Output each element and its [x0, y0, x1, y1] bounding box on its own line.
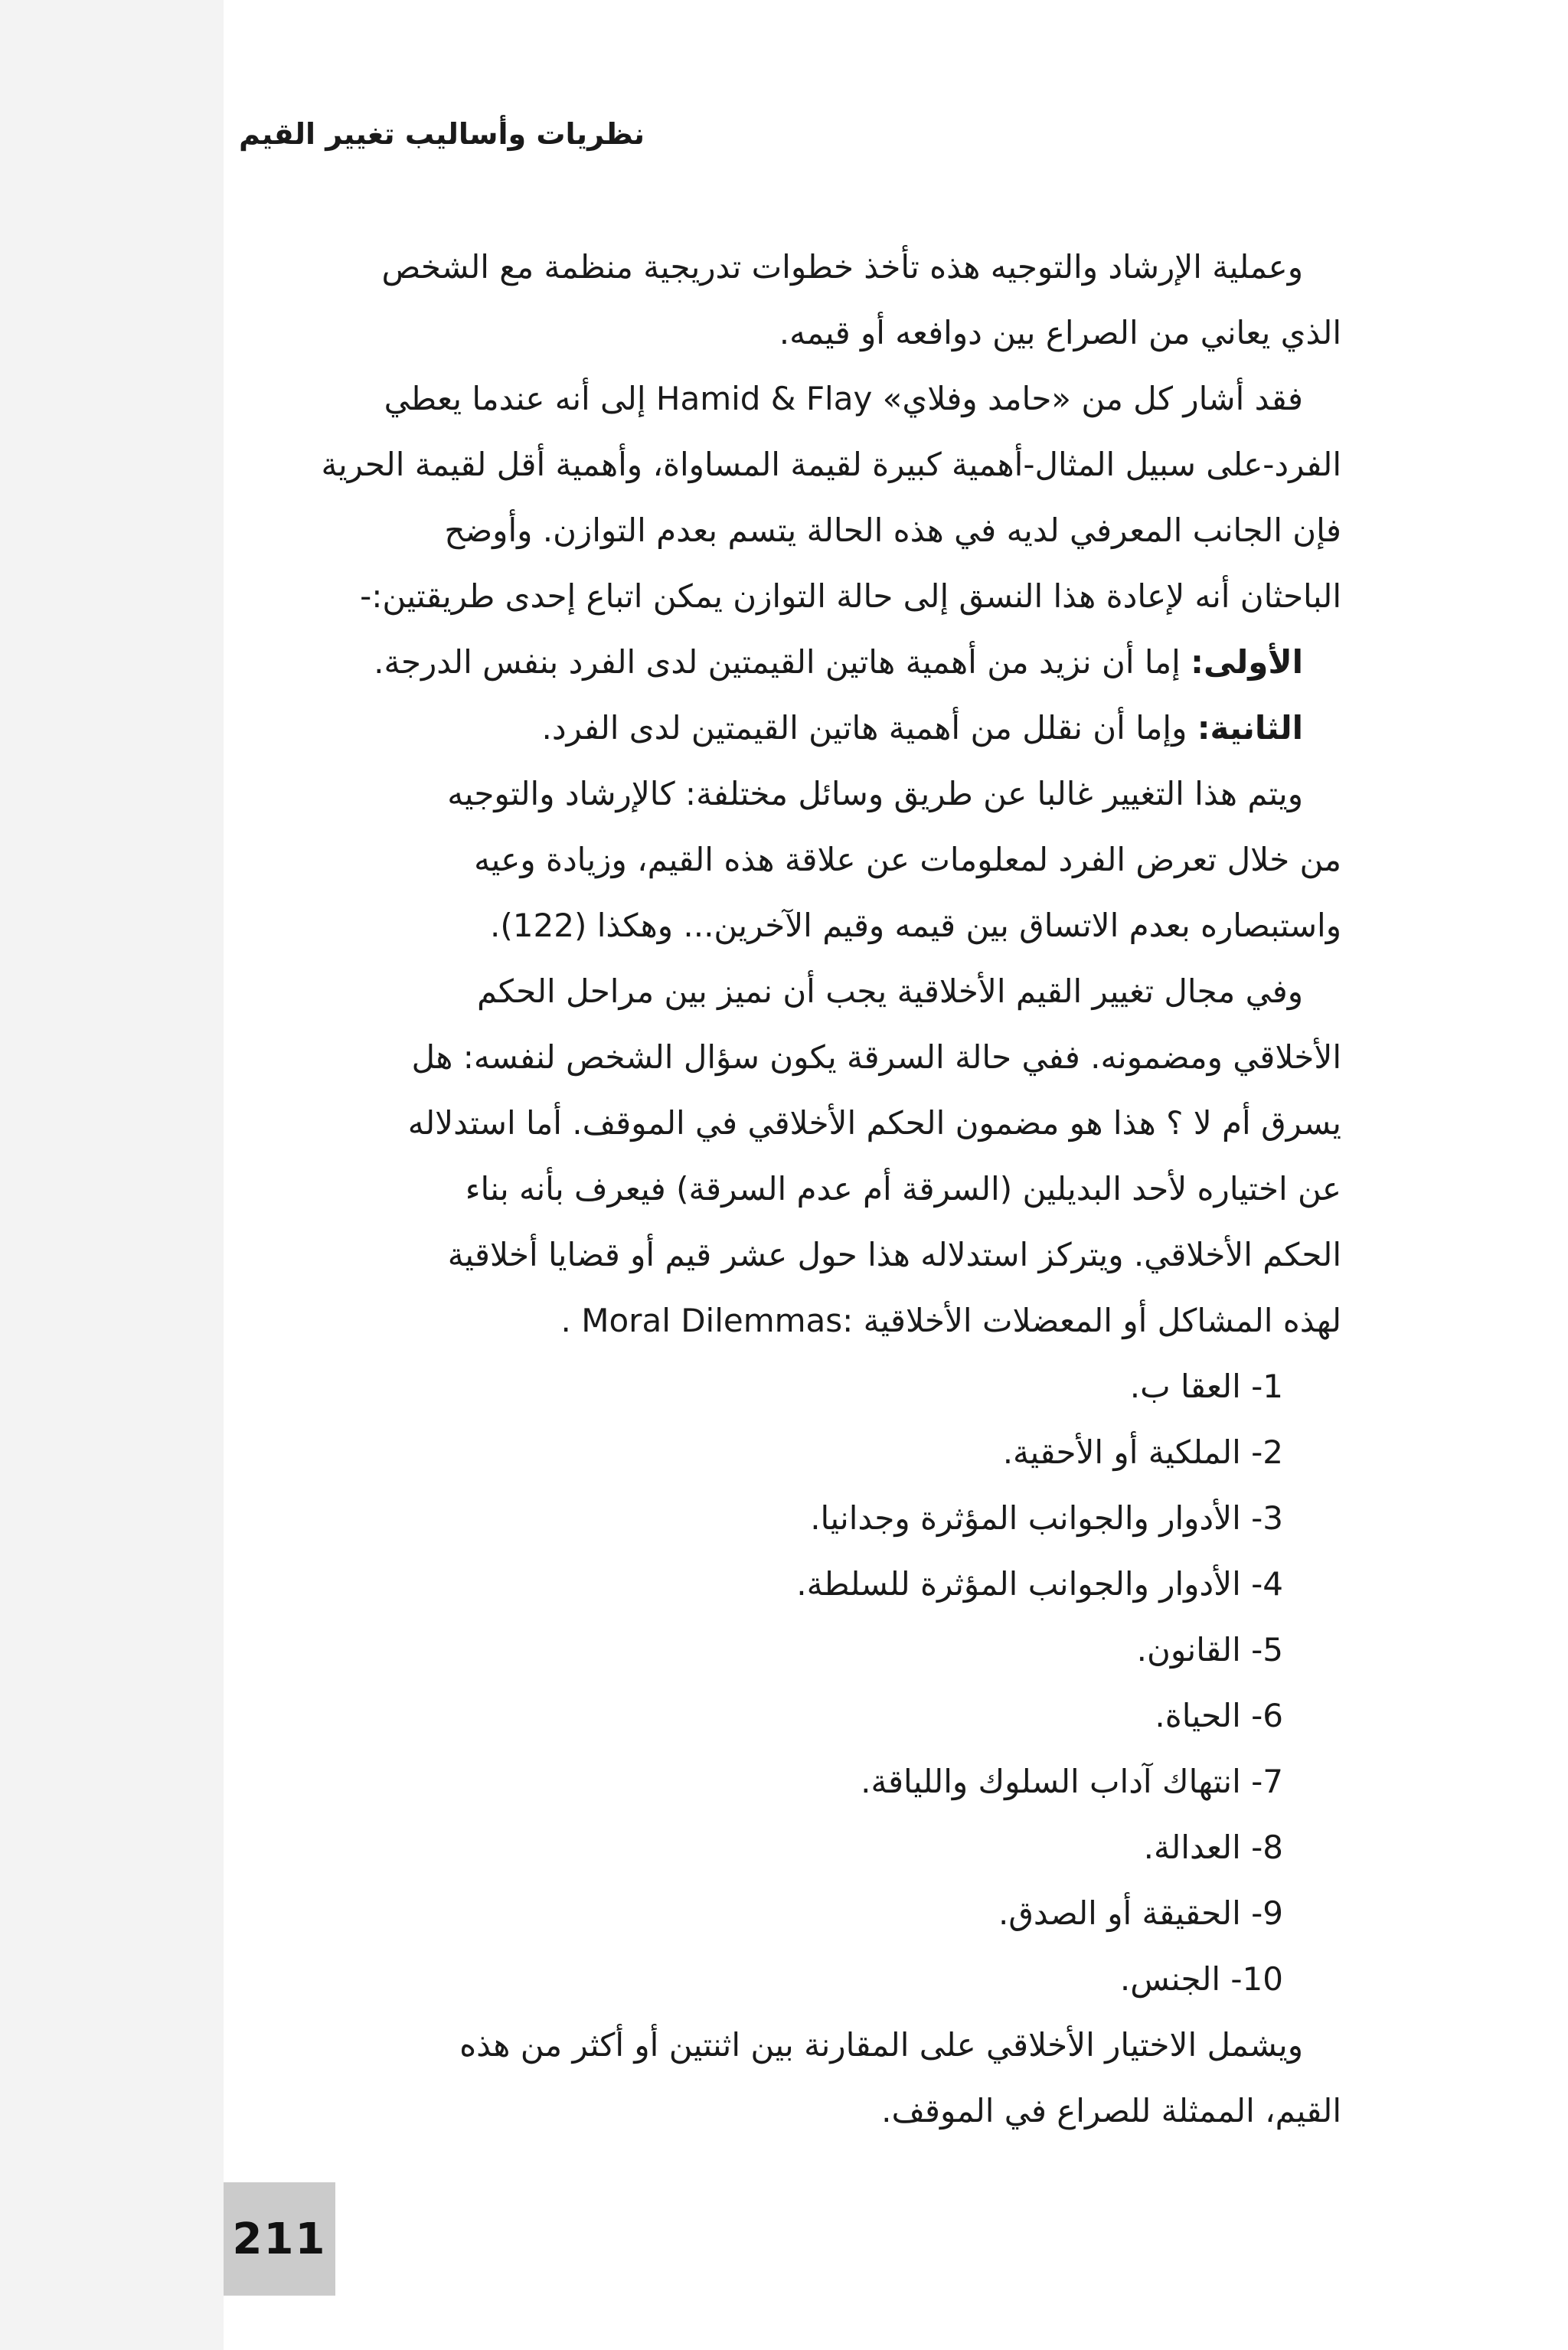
- list-item: 9- الحقيقة أو الصدق.: [998, 1894, 1283, 1932]
- paragraph-4-line-3: يسرق أم لا ؟ هذا هو مضمون الحكم الأخلاقي في الموقف. أما استدلاله: [407, 1104, 1341, 1142]
- paragraph-1-line-1: وعملية الإرشاد والتوجيه هذه تأخذ خطوات تدريجية منظمة مع الشخص: [381, 248, 1303, 286]
- running-header-title: نظريات وأساليب تغيير القيم: [239, 117, 645, 151]
- paragraph-3-line-3: واستبصاره بعدم الاتساق بين قيمه وقيم الآخرين... وهكذا (122).: [490, 907, 1341, 944]
- page-body-text: [224, 234, 1341, 2144]
- paragraph-4-line-5: الحكم الأخلاقي. ويتركز استدلاله هذا حول عشر قيم أو قضايا أخلاقية: [447, 1236, 1341, 1273]
- paragraph-5-line-1: ويشمل الاختيار الأخلاقي على المقارنة بين اثنتين أو أكثر من هذه: [459, 2026, 1303, 2064]
- page-number: 211: [232, 2214, 327, 2264]
- list-item: 3- الأدوار والجوانب المؤثرة وجدانيا.: [810, 1499, 1283, 1537]
- paragraph-2-line-1: فقد أشار كل من «حامد وفلاي» Hamid & Flay إلى أنه عندما يعطي: [384, 380, 1303, 417]
- paragraph-4-line-1: وفي مجال تغيير القيم الأخلاقية يجب أن نميز بين مراحل الحكم: [476, 972, 1303, 1010]
- first-method-label: الأولى:: [1191, 643, 1303, 681]
- list-item: 2- الملكية أو الأحقية.: [1002, 1433, 1283, 1471]
- paragraph-2-line-3: فإن الجانب المعرفي لديه في هذه الحالة يتسم بعدم التوازن. وأوضح: [444, 512, 1341, 549]
- first-method-text: إما أن نزيد من أهمية هاتين القيمتين لدى الفرد بنفس الدرجة.: [374, 643, 1191, 681]
- paragraph-5-line-2: القيم، الممثلة للصراع في الموقف.: [881, 2092, 1341, 2129]
- paragraph-1-line-2: الذي يعاني من الصراع بين دوافعه أو قيمه.: [779, 314, 1341, 351]
- paragraph-3-line-1: ويتم هذا التغيير غالبا عن طريق وسائل مختلفة: كالإرشاد والتوجيه: [447, 775, 1303, 812]
- first-method: [224, 629, 1341, 695]
- paragraph-3-line-2: من خلال تعرض الفرد لمعلومات عن علاقة هذه القيم، وزيادة وعيه: [474, 841, 1341, 878]
- paragraph-4-line-6: لهذه المشاكل أو المعضلات الأخلاقية :Moral Dilemmas .: [560, 1302, 1341, 1339]
- list-item: 10- الجنس.: [1119, 1960, 1283, 1998]
- paragraph-4-line-4: عن اختياره لأحد البديلين (السرقة أم عدم السرقة) فيعرف بأنه بناء: [465, 1170, 1341, 1208]
- list-item: 7- انتهاك آداب السلوك واللياقة.: [861, 1763, 1283, 1800]
- page-number-box: [224, 2182, 335, 2296]
- second-method-label: الثانية:: [1197, 709, 1303, 747]
- page-margin-band: [0, 0, 224, 2350]
- second-method-text: وإما أن نقلل من أهمية هاتين القيمتين لدى الفرد.: [541, 709, 1197, 747]
- list-item: 6- الحياة.: [1155, 1697, 1283, 1734]
- list-item: 4- الأدوار والجوانب المؤثرة للسلطة.: [796, 1565, 1283, 1603]
- paragraph-2-line-4: الباحثان أنه لإعادة هذا النسق إلى حالة التوازن يمكن اتباع إحدى طريقتين:-: [360, 577, 1341, 615]
- paragraph-4-line-2: الأخلاقي ومضمونه. ففي حالة السرقة يكون سؤال الشخص لنفسه: هل: [411, 1038, 1341, 1076]
- list-item: 5- القانون.: [1136, 1631, 1283, 1669]
- paragraph-2-line-2: الفرد-على سبيل المثال-أهمية كبيرة لقيمة المساواة، وأهمية أقل لقيمة الحرية: [321, 446, 1341, 483]
- list-item: 8- العدالة.: [1143, 1829, 1283, 1866]
- second-method: [224, 695, 1341, 761]
- list-item: 1- العقا ب.: [1129, 1368, 1283, 1405]
